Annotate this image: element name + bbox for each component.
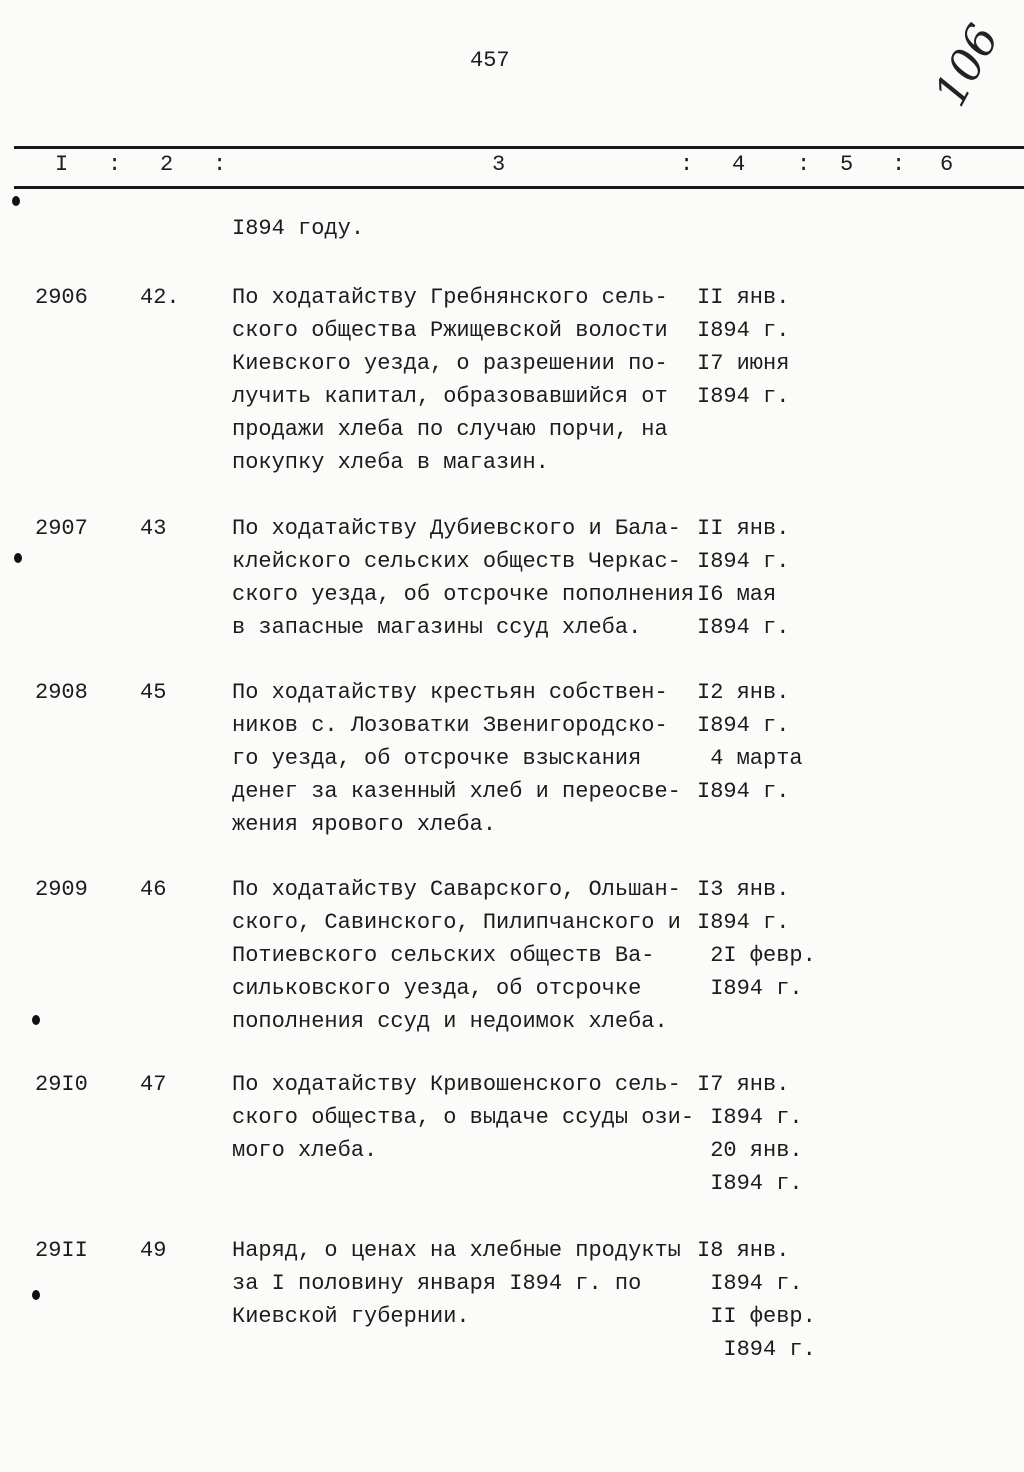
- entry-dates: [697, 676, 803, 808]
- description-line: По ходатайству Кривошенского сель-: [232, 1072, 681, 1097]
- description-line: клейского сельских обществ Черкас-: [232, 549, 681, 574]
- description-line: Киевского уезда, о разрешении по-: [232, 351, 668, 376]
- sheet-number: 47: [140, 1072, 167, 1097]
- date-line: I2 янв.: [697, 680, 790, 705]
- description-line: го уезда, об отсрочке взыскания: [232, 746, 642, 771]
- date-line: I894 г.: [697, 318, 790, 343]
- date-line: I8 янв.: [697, 1238, 790, 1263]
- entry-description: [232, 512, 694, 644]
- column-header: I: [55, 152, 69, 177]
- header-top-rule: [14, 146, 1024, 149]
- entry-number: 29I0: [35, 1072, 88, 1097]
- date-line: I894 г.: [697, 910, 790, 935]
- date-line: 2I февр.: [697, 943, 816, 968]
- entry-number: 2906: [35, 285, 88, 310]
- date-line: I6 мая: [697, 582, 777, 607]
- description-line: пополнения ссуд и недоимок хлеба.: [232, 1009, 668, 1034]
- date-line: I7 июня: [697, 351, 790, 376]
- column-header: 3: [492, 152, 506, 177]
- column-separator: :: [213, 152, 227, 177]
- description-line: ского, Савинского, Пилипчанского и: [232, 910, 681, 935]
- description-line: за I половину января I894 г. по: [232, 1271, 642, 1296]
- description-line: лучить капитал, образовавшийся от: [232, 384, 668, 409]
- description-line: По ходатайству Дубиевского и Бала-: [232, 516, 681, 541]
- date-line: 4 марта: [697, 746, 803, 771]
- entry-number: 2907: [35, 516, 88, 541]
- punch-hole-mark: [14, 553, 22, 563]
- date-line: I894 г.: [697, 1271, 803, 1296]
- entry-dates: [697, 1234, 816, 1366]
- description-line: в запасные магазины ссуд хлеба.: [232, 615, 642, 640]
- date-line: I894 г.: [697, 1105, 803, 1130]
- date-line: II янв.: [697, 285, 790, 310]
- entry-description: [232, 873, 681, 1038]
- description-line: мого хлеба.: [232, 1138, 378, 1163]
- punch-hole-mark: [32, 1290, 40, 1300]
- date-line: I894 г.: [697, 384, 790, 409]
- date-line: I3 янв.: [697, 877, 790, 902]
- handwritten-folio-number: 106: [924, 16, 1010, 115]
- description-line: продажи хлеба по случаю порчи, на: [232, 417, 668, 442]
- column-separator: :: [797, 152, 811, 177]
- description-line: Потиевского сельских обществ Ва-: [232, 943, 655, 968]
- column-separator: :: [892, 152, 906, 177]
- date-line: I7 янв.: [697, 1072, 790, 1097]
- description-line: По ходатайству Гребнянского сель-: [232, 285, 668, 310]
- header-bottom-rule: [14, 186, 1024, 189]
- continuation-text: I894 году.: [232, 216, 365, 241]
- column-header: 2: [160, 152, 174, 177]
- sheet-number: 43: [140, 516, 167, 541]
- description-line: ского общества Ржищевской волости: [232, 318, 668, 343]
- entry-description: [232, 676, 681, 841]
- description-line: По ходатайству крестьян собствен-: [232, 680, 668, 705]
- column-header: 6: [940, 152, 954, 177]
- description-line: Наряд, о ценах на хлебные продукты: [232, 1238, 681, 1263]
- entry-number: 29II: [35, 1238, 88, 1263]
- date-line: I894 г.: [697, 615, 790, 640]
- date-line: II февр.: [697, 1304, 816, 1329]
- entry-description: [232, 1234, 681, 1333]
- date-line: I894 г.: [697, 1337, 816, 1362]
- description-line: ников с. Лозоватки Звенигородско-: [232, 713, 668, 738]
- entry-number: 2909: [35, 877, 88, 902]
- entry-number: 2908: [35, 680, 88, 705]
- column-header: 4: [732, 152, 746, 177]
- description-line: жения ярового хлеба.: [232, 812, 497, 837]
- description-line: покупку хлеба в магазин.: [232, 450, 549, 475]
- date-line: 20 янв.: [697, 1138, 803, 1163]
- entry-description: [232, 281, 668, 479]
- description-line: По ходатайству Саварского, Ольшан-: [232, 877, 681, 902]
- column-separator: :: [108, 152, 122, 177]
- entry-description: [232, 1068, 694, 1167]
- punch-hole-mark: [32, 1015, 40, 1025]
- date-line: I894 г.: [697, 549, 790, 574]
- entry-dates: [697, 873, 816, 1005]
- date-line: I894 г.: [697, 779, 790, 804]
- entry-dates: [697, 281, 789, 413]
- description-line: денег за казенный хлеб и переосве-: [232, 779, 681, 804]
- sheet-number: 45: [140, 680, 167, 705]
- description-line: Киевской губернии.: [232, 1304, 470, 1329]
- date-line: I894 г.: [697, 713, 790, 738]
- punch-hole-mark: [12, 196, 20, 206]
- entry-dates: [697, 512, 789, 644]
- column-header: 5: [840, 152, 854, 177]
- sheet-number: 49: [140, 1238, 167, 1263]
- description-line: сильковского уезда, об отсрочке: [232, 976, 642, 1001]
- column-separator: :: [680, 152, 694, 177]
- page-number: 457: [470, 48, 510, 73]
- date-line: I894 г.: [697, 976, 803, 1001]
- entry-dates: [697, 1068, 803, 1200]
- date-line: II янв.: [697, 516, 790, 541]
- sheet-number: 46: [140, 877, 167, 902]
- sheet-number: 42.: [140, 285, 180, 310]
- description-line: ского общества, о выдаче ссуды ози-: [232, 1105, 695, 1130]
- date-line: I894 г.: [697, 1171, 803, 1196]
- description-line: ского уезда, об отсрочке пополнения: [232, 582, 695, 607]
